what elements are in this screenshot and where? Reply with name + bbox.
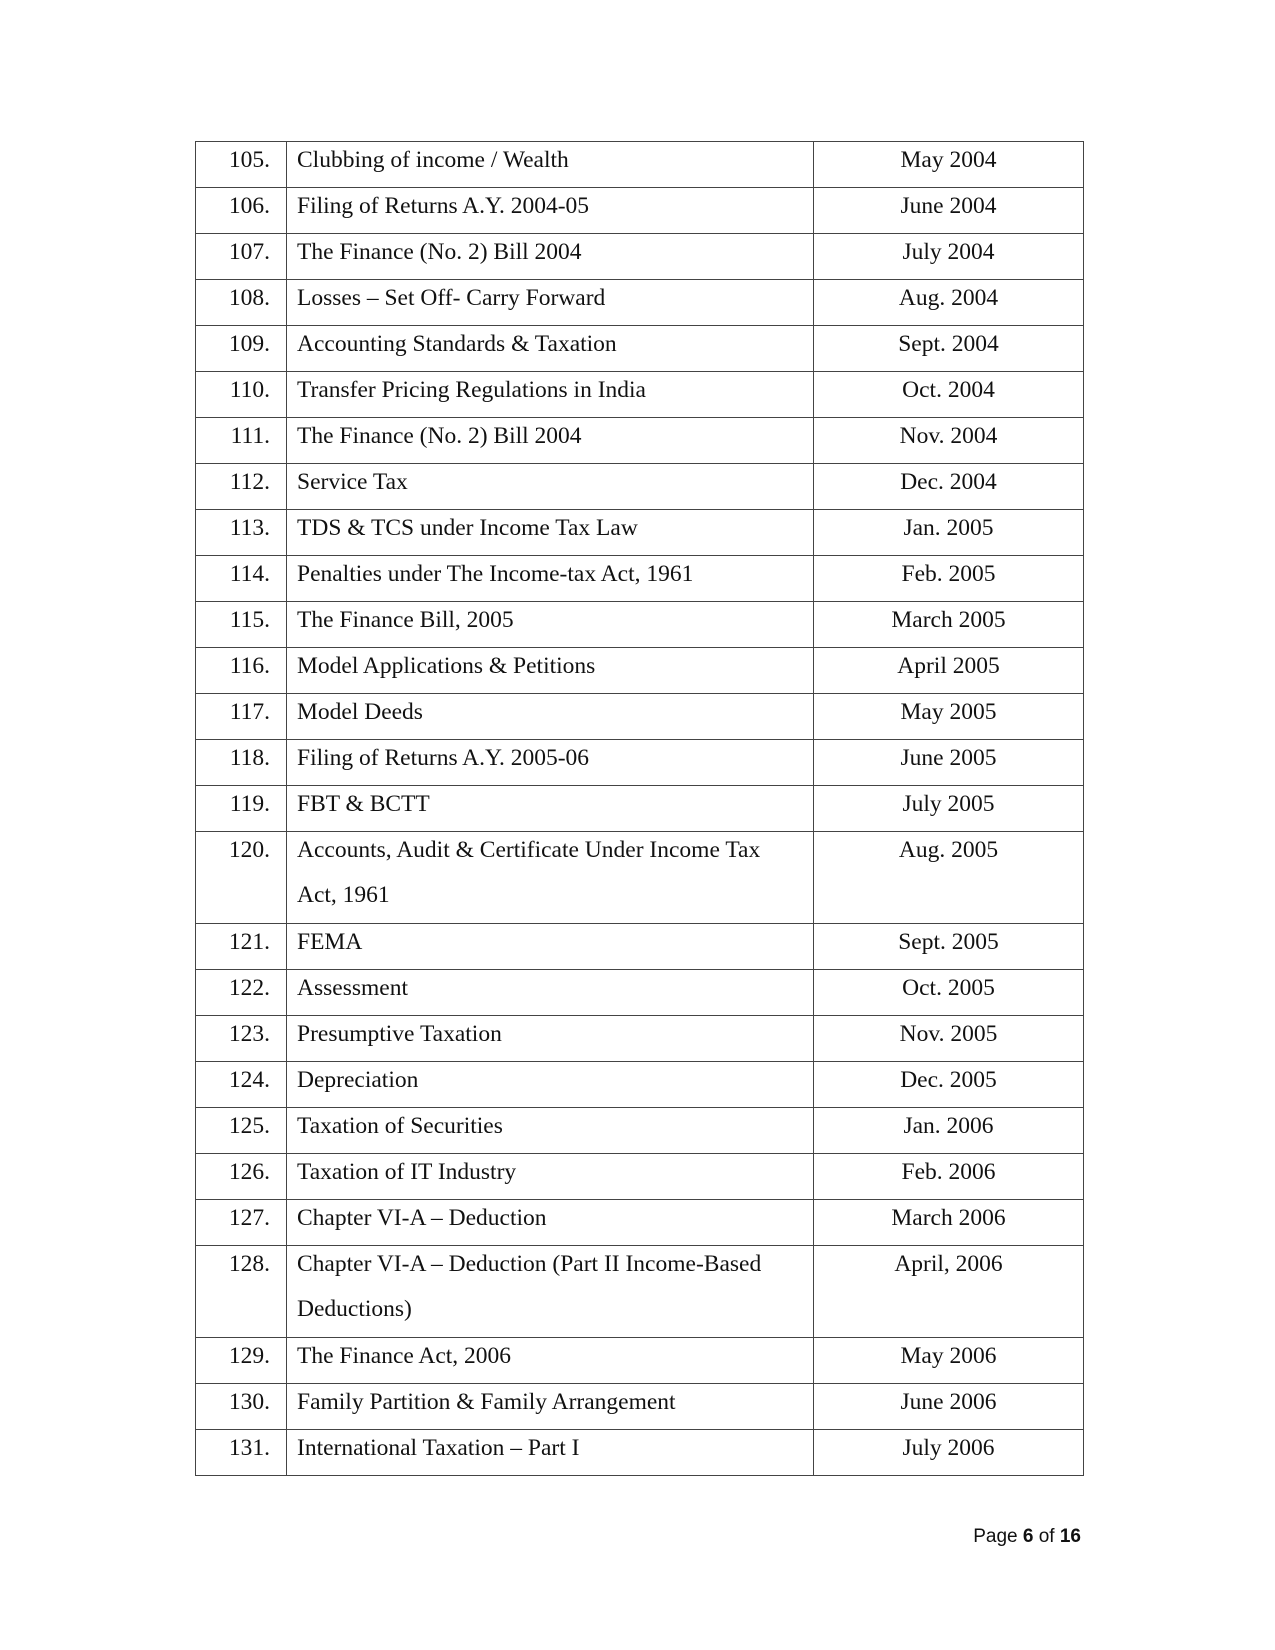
row-date-text: July 2006 xyxy=(902,1435,995,1461)
table-row xyxy=(196,1108,1084,1154)
table-row xyxy=(196,740,1084,786)
publications-table xyxy=(195,141,1084,1476)
row-date-text: May 2004 xyxy=(900,147,997,173)
row-date-text: July 2004 xyxy=(902,239,995,265)
row-number-text: 123. xyxy=(228,1021,270,1047)
row-number-text: 120. xyxy=(228,837,270,863)
row-topic xyxy=(287,740,814,786)
row-number xyxy=(196,740,287,786)
row-topic-text: FBT & BCTT xyxy=(297,791,430,817)
row-date xyxy=(814,832,1084,924)
row-number xyxy=(196,234,287,280)
row-topic-text: The Finance (No. 2) Bill 2004 xyxy=(297,423,582,449)
table-row xyxy=(196,280,1084,326)
row-number-text: 125. xyxy=(228,1113,270,1139)
row-topic xyxy=(287,464,814,510)
row-date xyxy=(814,556,1084,602)
row-date-text: Oct. 2005 xyxy=(902,975,995,1001)
row-topic xyxy=(287,188,814,234)
page-footer xyxy=(973,1526,1081,1548)
row-date-text: Feb. 2005 xyxy=(901,561,996,587)
row-number xyxy=(196,418,287,464)
row-date xyxy=(814,510,1084,556)
row-topic-text: Chapter VI-A – Deduction xyxy=(297,1205,547,1231)
row-date xyxy=(814,142,1084,188)
table-body xyxy=(196,142,1084,1476)
row-number xyxy=(196,1384,287,1430)
row-date-text: June 2004 xyxy=(900,193,997,219)
row-topic-text: Chapter VI-A – Deduction (Part II Income-Based Deductions) xyxy=(297,1251,762,1322)
row-topic xyxy=(287,694,814,740)
row-date-text: June 2006 xyxy=(900,1389,997,1415)
row-date xyxy=(814,234,1084,280)
table-row xyxy=(196,510,1084,556)
table-row xyxy=(196,602,1084,648)
row-number xyxy=(196,924,287,970)
row-date xyxy=(814,1154,1084,1200)
row-topic xyxy=(287,1338,814,1384)
row-number xyxy=(196,326,287,372)
row-topic-text: Assessment xyxy=(297,975,408,1001)
row-number-text: 106. xyxy=(228,193,270,219)
row-topic-text: Filing of Returns A.Y. 2005-06 xyxy=(297,745,590,771)
row-number xyxy=(196,1430,287,1476)
table-row xyxy=(196,1246,1084,1338)
row-number-text: 122. xyxy=(228,975,270,1001)
row-date xyxy=(814,1384,1084,1430)
row-topic xyxy=(287,832,814,924)
table-row xyxy=(196,188,1084,234)
row-number-text: 114. xyxy=(229,561,270,587)
row-date xyxy=(814,1430,1084,1476)
row-topic xyxy=(287,142,814,188)
page-total: 16 xyxy=(1059,1526,1081,1547)
row-number-text: 105. xyxy=(228,147,270,173)
row-number-text: 126. xyxy=(228,1159,270,1185)
row-date-text: Jan. 2005 xyxy=(903,515,994,541)
table-row xyxy=(196,464,1084,510)
row-number xyxy=(196,602,287,648)
page-label: Page xyxy=(973,1526,1018,1547)
row-date xyxy=(814,740,1084,786)
row-date-text: Nov. 2005 xyxy=(899,1021,998,1047)
row-date-text: Jan. 2006 xyxy=(903,1113,994,1139)
row-date xyxy=(814,924,1084,970)
table-row xyxy=(196,234,1084,280)
row-topic-text: The Finance Bill, 2005 xyxy=(297,607,514,633)
table-row xyxy=(196,1154,1084,1200)
row-date xyxy=(814,602,1084,648)
table-row xyxy=(196,694,1084,740)
row-number xyxy=(196,142,287,188)
row-date-text: Nov. 2004 xyxy=(899,423,998,449)
row-topic-text: Model Deeds xyxy=(297,699,423,725)
row-date-text: Dec. 2005 xyxy=(900,1067,997,1093)
row-date-text: Feb. 2006 xyxy=(901,1159,996,1185)
row-topic xyxy=(287,1108,814,1154)
row-date-text: Sept. 2004 xyxy=(898,331,999,357)
row-date xyxy=(814,648,1084,694)
row-number-text: 112. xyxy=(229,469,270,495)
row-number-text: 111. xyxy=(230,423,270,449)
row-number xyxy=(196,832,287,924)
row-topic-text: Penalties under The Income-tax Act, 1961 xyxy=(297,561,694,587)
row-date xyxy=(814,464,1084,510)
row-topic-text: Losses – Set Off- Carry Forward xyxy=(297,285,606,311)
row-date xyxy=(814,786,1084,832)
row-number-text: 121. xyxy=(228,929,270,955)
row-topic-text: Service Tax xyxy=(297,469,408,495)
row-topic xyxy=(287,234,814,280)
row-topic-text: Presumptive Taxation xyxy=(297,1021,502,1047)
row-topic-text: Transfer Pricing Regulations in India xyxy=(297,377,646,403)
row-topic-text: Taxation of Securities xyxy=(297,1113,503,1139)
row-topic xyxy=(287,786,814,832)
row-date-text: July 2005 xyxy=(902,791,995,817)
row-number xyxy=(196,1200,287,1246)
row-number-text: 128. xyxy=(228,1251,270,1277)
row-number-text: 113. xyxy=(229,515,270,541)
row-number-text: 117. xyxy=(229,699,270,725)
row-topic xyxy=(287,280,814,326)
row-date xyxy=(814,1200,1084,1246)
row-date-text: March 2005 xyxy=(891,607,1006,633)
table-row xyxy=(196,556,1084,602)
row-topic xyxy=(287,1154,814,1200)
row-topic xyxy=(287,924,814,970)
row-number xyxy=(196,464,287,510)
table-row xyxy=(196,970,1084,1016)
row-date xyxy=(814,280,1084,326)
row-number xyxy=(196,188,287,234)
row-date xyxy=(814,418,1084,464)
row-number-text: 119. xyxy=(229,791,270,817)
row-date-text: Oct. 2004 xyxy=(902,377,995,403)
row-number-text: 127. xyxy=(228,1205,270,1231)
row-topic xyxy=(287,326,814,372)
row-number xyxy=(196,1338,287,1384)
row-number xyxy=(196,1246,287,1338)
row-topic xyxy=(287,1062,814,1108)
row-number xyxy=(196,1016,287,1062)
row-number xyxy=(196,694,287,740)
row-topic xyxy=(287,602,814,648)
row-date-text: Sept. 2005 xyxy=(898,929,999,955)
row-date xyxy=(814,1338,1084,1384)
table-row xyxy=(196,786,1084,832)
row-topic xyxy=(287,1200,814,1246)
row-number-text: 129. xyxy=(228,1343,270,1369)
row-topic xyxy=(287,1246,814,1338)
row-number-text: 124. xyxy=(228,1067,270,1093)
row-topic-text: FEMA xyxy=(297,929,363,955)
row-topic-text: Family Partition & Family Arrangement xyxy=(297,1389,676,1415)
row-date-text: May 2006 xyxy=(900,1343,997,1369)
row-topic-text: Taxation of IT Industry xyxy=(297,1159,517,1185)
row-number xyxy=(196,372,287,418)
row-number xyxy=(196,1108,287,1154)
row-number-text: 108. xyxy=(228,285,270,311)
row-topic xyxy=(287,510,814,556)
table-row xyxy=(196,326,1084,372)
row-date xyxy=(814,970,1084,1016)
row-number-text: 107. xyxy=(228,239,270,265)
row-topic-text: Filing of Returns A.Y. 2004-05 xyxy=(297,193,590,219)
row-date-text: June 2005 xyxy=(900,745,997,771)
row-number xyxy=(196,786,287,832)
row-number-text: 110. xyxy=(229,377,270,403)
table-row xyxy=(196,1200,1084,1246)
row-topic-text: TDS & TCS under Income Tax Law xyxy=(297,515,638,541)
row-date xyxy=(814,1016,1084,1062)
table-row xyxy=(196,924,1084,970)
row-number-text: 115. xyxy=(229,607,270,633)
table-row xyxy=(196,1338,1084,1384)
of-label: of xyxy=(1038,1526,1055,1547)
row-date-text: April, 2006 xyxy=(894,1251,1003,1277)
row-date-text: May 2005 xyxy=(900,699,997,725)
table-row xyxy=(196,1384,1084,1430)
row-date-text: Aug. 2004 xyxy=(898,285,999,311)
row-number xyxy=(196,648,287,694)
row-topic-text: Model Applications & Petitions xyxy=(297,653,596,679)
row-number xyxy=(196,510,287,556)
row-number-text: 116. xyxy=(229,653,270,679)
row-number xyxy=(196,556,287,602)
row-date-text: March 2006 xyxy=(891,1205,1006,1231)
row-topic-text: The Finance (No. 2) Bill 2004 xyxy=(297,239,582,265)
row-date-text: Dec. 2004 xyxy=(900,469,997,495)
row-topic xyxy=(287,418,814,464)
row-topic xyxy=(287,556,814,602)
row-date-text: Aug. 2005 xyxy=(898,837,999,863)
table-row xyxy=(196,1430,1084,1476)
row-date xyxy=(814,1108,1084,1154)
row-number xyxy=(196,970,287,1016)
row-number xyxy=(196,1154,287,1200)
row-number xyxy=(196,1062,287,1108)
row-topic xyxy=(287,970,814,1016)
row-number-text: 130. xyxy=(228,1389,270,1415)
row-topic xyxy=(287,648,814,694)
row-number-text: 109. xyxy=(228,331,270,357)
row-topic-text: International Taxation – Part I xyxy=(297,1435,580,1461)
row-date xyxy=(814,372,1084,418)
row-date xyxy=(814,326,1084,372)
row-topic xyxy=(287,1016,814,1062)
row-date xyxy=(814,1062,1084,1108)
row-topic-text: Accounts, Audit & Certificate Under Income Tax Act, 1961 xyxy=(297,837,761,908)
row-date xyxy=(814,188,1084,234)
row-topic xyxy=(287,1384,814,1430)
row-date-text: April 2005 xyxy=(897,653,1000,679)
table-row xyxy=(196,142,1084,188)
row-number-text: 118. xyxy=(229,745,270,771)
table-row xyxy=(196,418,1084,464)
page-current: 6 xyxy=(1022,1526,1034,1547)
row-number-text: 131. xyxy=(228,1435,270,1461)
row-date xyxy=(814,1246,1084,1338)
row-topic-text: Accounting Standards & Taxation xyxy=(297,331,617,357)
table-row xyxy=(196,648,1084,694)
row-topic xyxy=(287,1430,814,1476)
row-topic-text: The Finance Act, 2006 xyxy=(297,1343,512,1369)
table-row xyxy=(196,1062,1084,1108)
row-topic-text: Depreciation xyxy=(297,1067,419,1093)
row-number xyxy=(196,280,287,326)
row-topic xyxy=(287,372,814,418)
row-topic-text: Clubbing of income / Wealth xyxy=(297,147,569,173)
row-date xyxy=(814,694,1084,740)
table-row xyxy=(196,1016,1084,1062)
table-row xyxy=(196,372,1084,418)
table-row xyxy=(196,832,1084,924)
